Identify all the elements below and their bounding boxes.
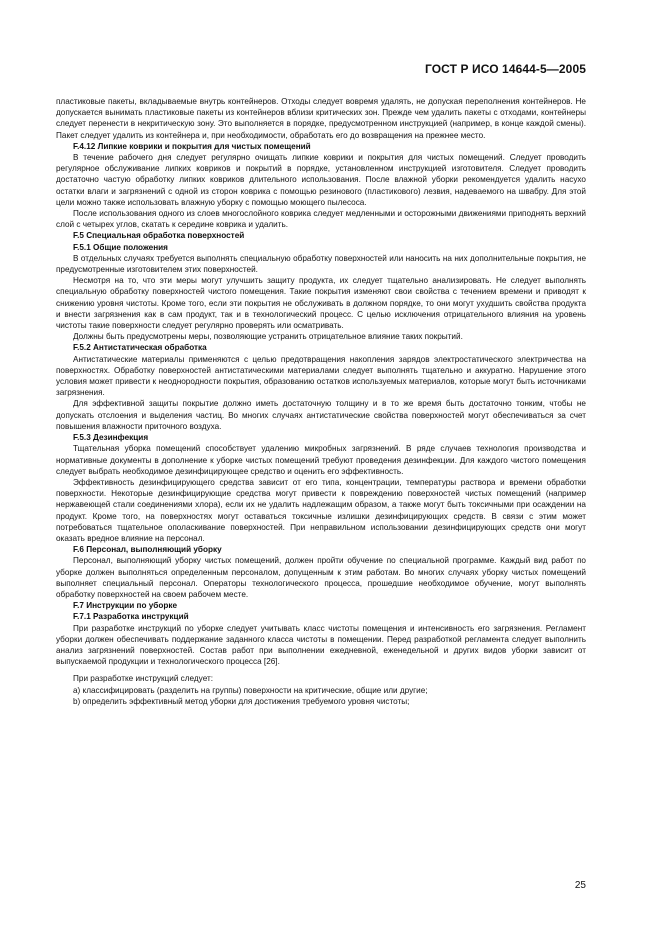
paragraph: пластиковые пакеты, вкладываемые внутрь контейнеров. Отходы следует вовремя удалять, не допуская переполнения контейнеров. Не допускается вынимать пластиковые пакеты из контейнеров вблизи критических зон. Прежде чем удалить пакеты с отходами, контейнеры следует перенести в некритическую зону. Это выполняется в порядке, предусмотренном инструкцией (например, в конце каждой смены). Пакет следует удалить из контейнера и, при необходимости, обработать его до возвращения на прежнее место. [56,97,586,140]
section-heading-f7: F.7 Инструкции по уборке [73,601,177,611]
list-item: b) определить эффективный метод уборки для достижения требуемого уровня чистоты; [73,696,410,706]
paragraph: В течение рабочего дня следует регулярно очищать липкие коврики и покрытия для чистых помещений. Следует проводить регулярное обслуживание липких ковриков и покрытий в порядке, установленном инструкцией изготовителя. Следует проводить достаточно частую обработку липких ковриков длительного использования. После влажной уборки рекомендуется удалить насухо остатки влаги и загрязнений с одной из сторон коврика с помощью резинового (пластикового) лезвия, надеваемого на швабру. Для этой цели можно также использовать влажную уборку с помощью моющего пылесоса. [56,153,586,207]
section-heading-f52: F.5.2 Антистатическая обработка [73,343,207,353]
paragraph: Персонал, выполняющий уборку чистых помещений, должен пройти обучение по специальной программе. Каждый вид работ по уборке должен выполняться определенным персоналом, допущенным к этим работам. Во многих случаях уборку чистых помещений выполняет специальный персонал. Операторы технологического процесса, прошедшие необходимое обучение, могут выполнять обработку поверхностей на своем рабочем месте. [56,556,586,599]
paragraph: В отдельных случаях требуется выполнять специальную обработку поверхностей или наносить на них дополнительные покрытия, не предусмотренные изготовителем этих поверхностей. [56,253,586,275]
paragraph: Тщательная уборка помещений способствует удалению микробных загрязнений. В ряде случаев технология производства и нормативные документы в дополнение к уборке чистых помещений требуют проведения дезинфекции. Для каждого чистого помещения следует выбрать необходимое дезинфицирующее средство и оценить его эффективность. [56,444,586,476]
section-heading-f5: F.5 Специальная обработка поверхностей [73,231,245,241]
section-heading-f51: F.5.1 Общие положения [73,242,168,252]
paragraph: После использования одного из слоев многослойного коврика следует медленными и осторожными движениями приподнять верхний слой с четырех углов, скатать к середине коврика и удалить. [56,209,586,230]
document-code-header: ГОСТ Р ИСО 14644-5—2005 [424,62,586,76]
document-body [56,96,586,707]
paragraph: При разработке инструкций следует: [73,674,213,684]
section-heading-f71: F.7.1 Разработка инструкций [73,612,189,622]
section-heading-f412: F.4.12 Липкие коврики и покрытия для чистых помещений [73,141,311,151]
page-number: 25 [574,880,586,891]
paragraph: При разработке инструкций по уборке следует учитывать класс чистоты помещения и интенсивность его загрязнения. Регламент уборки должен обеспечивать поддержание заданного класса чистоты в помещении. Перед разработкой регламента следует выполнить анализ загрязнений поверхностей. Состав работ при выполнении ежедневной, еженедельной и других видов уборки зависит от выпускаемой продукции и технологического процесса [26]. [56,623,586,667]
section-heading-f53: F.5.3 Дезинфекция [73,433,149,443]
paragraph: Несмотря на то, что эти меры могут улучшить защиту продукта, их следует тщательно анализировать. Не следует выполнять специальную обработку поверхностей чистого помещения. Такие покрытия изменяют свои свойства с течением времени и приводят к снижению уровня чистоты. Кроме того, если эти покрытия не обслуживать в должном порядке, то они могут ухудшить свойства продукта и внести загрязнения как в сам продукт, так и в технологический процесс. С целью исключения отрицательного влияния на уровень чистоты такие поверхности следует регулярно проверять или осматривать. [56,276,586,331]
paragraph: Для эффективной защиты покрытие должно иметь достаточную толщину и в то же время быть достаточно тонким, чтобы не допускать отслоения и выделения частиц. Во многих случаях антистатические свойства поверхностей могут обеспечиваться за счет повышения влажности приточного воздуха. [56,399,586,431]
paragraph: Антистатические материалы применяются с целью предотвращения накопления зарядов электростатического электричества на поверхностях. Обработку поверхностей антистатическими материалами следует выполнять тщательно и аккуратно. Нарушение этого условия может привести к неоднородности покрытия, образованию остатков используемых материалов, которые могут быть источниками загрязнения. [56,354,586,398]
paragraph: Должны быть предусмотрены меры, позволяющие устранить отрицательное влияние таких покрытий. [73,332,463,342]
paragraph: Эффективность дезинфицирующего средства зависит от его типа, концентрации, температуры раствора и времени обработки поверхности. Некоторые дезинфицирующие средства могут привести к повреждению поверхностей чистых помещений (например нержавеющей стали соединениями хлора), если их не удалить надлежащим образом, а также могут быть токсичными при осаждении на продукт. Кроме того, на поверхностях могут оставаться токсичные излишки дезинфицирующих средств. В связи с этим может потребоваться тщательное ополаскивание поверхностей. При неправильном использовании дезинфицирующих средств они могут оказать вредное влияние на персонал. [56,477,586,543]
list-item: a) классифицировать (разделить на группы) поверхности на критические, общие или другие; [73,685,428,695]
section-heading-f6: F.6 Персонал, выполняющий уборку [73,545,222,555]
